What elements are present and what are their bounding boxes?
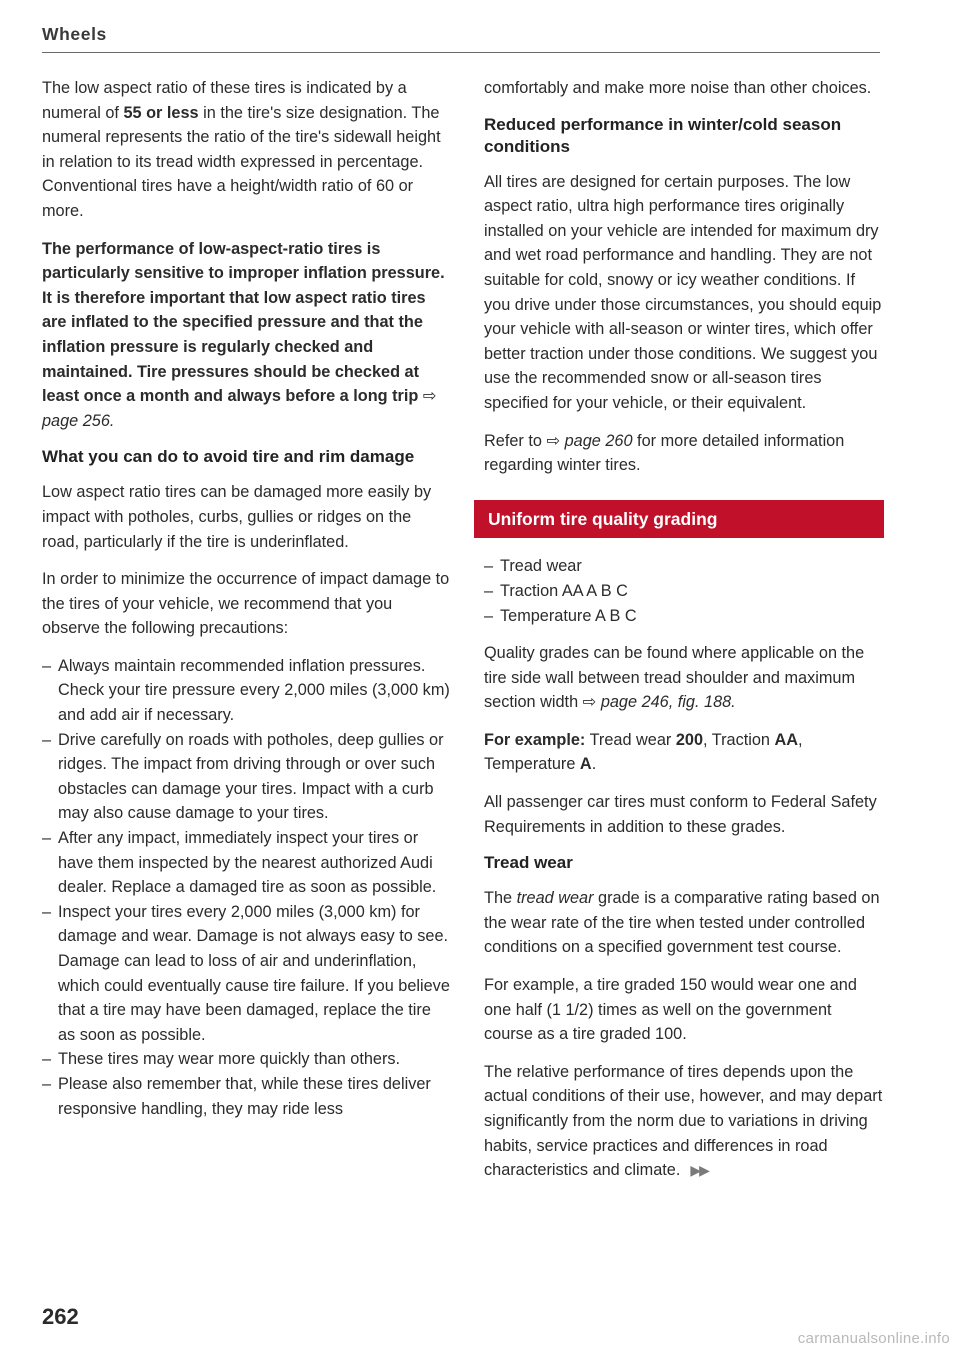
right-column <box>484 76 884 1196</box>
grades-text: Quality grades can be found where applicable on the tire side wall between tread shoulder and maximum section width <box>484 644 865 712</box>
refer-text-b: for more detailed information regarding winter tires. <box>484 431 845 475</box>
watermark: carmanualsonline.info <box>797 1330 950 1347</box>
continue-arrow-icon: ▶▶ <box>690 1162 708 1179</box>
header-rule <box>42 52 880 53</box>
list-item: – Please also remember that, while these tires deliver responsive handling, they may ride less <box>42 1072 452 1121</box>
damage-paragraph: Low aspect ratio tires can be damaged more easily by impact with potholes, curbs, gullies or ridges on the road, particularly if the tire is underinflated. <box>42 483 432 551</box>
list-item: – These tires may wear more quickly than others. <box>42 1047 452 1072</box>
relative-text: The relative performance of tires depends upon the actual conditions of their use, however, and may depart significantly from the norm due to variations in driving habits, service practices and differences in road characteristics and climate. <box>484 1062 883 1180</box>
precautions-list <box>42 654 452 1121</box>
page-number: 262 <box>42 1304 79 1329</box>
list-item: – After any impact, immediately inspect your tires or have them inspected by the nearest authorized Audi dealer. Replace a damaged tire as soon as possible. <box>42 826 452 900</box>
example-label: For example: <box>484 730 586 749</box>
winter-paragraph: All tires are designed for certain purposes. The low aspect ratio, ultra high performance tires originally installed on your vehicle are intended for maximum dry and wet road performance and handling. They are not suitable for cold, snowy or icy weather conditions. If you drive under those circumstances, you should equip your vehicle with all-season or winter tires, which offer better traction under those conditions. We suggest you use the recommended snow or all-season tires specified for your vehicle, or their equivalent. <box>484 172 882 412</box>
page-ref-260[interactable]: ⇨ page 260 <box>546 431 633 450</box>
example-text: Tread wear <box>585 730 676 749</box>
list-item: – Inspect your tires every 2,000 miles (3,000 km) for damage and wear. Damage is not always easy to see. Damage can lead to loss of air and underinflation, which could eventually cause tire failure. If you believe that a tire may have been damaged, replace the tire as soon as possible. <box>42 900 452 1048</box>
warning-text: The performance of low-aspect-ratio tires is particularly sensitive to improper inflation pressure. It is therefore important that low aspect ratio tires are inflated to the specified pressure and that the inflation pressure is regularly checked and maintained. Tire pressures should be checked at least once a month and always before a long trip <box>42 239 445 406</box>
intro-text-c: in the tire's size designation. The numeral represents the ratio of the tire's sidewall height in relation to its tread width expressed in percentage. Conventional tires have a height/width ratio of 60 or more. <box>42 103 441 220</box>
tread-text-b: grade is a comparative rating based on the wear rate of the tire when tested under controlled conditions on a specified government test course. <box>484 889 880 957</box>
tread-wear-paragraph <box>484 886 884 960</box>
intro-paragraph <box>42 76 452 224</box>
heading-avoid-damage: What you can do to avoid tire and rim damage <box>42 447 415 467</box>
example-value: A <box>579 755 592 774</box>
federal-paragraph: All passenger car tires must conform to Federal Safety Requirements in addition to these grades. <box>484 793 877 836</box>
section-banner: Uniform tire quality grading <box>474 500 884 539</box>
heading-winter: Reduced performance in winter/cold season conditions <box>484 114 842 156</box>
example-text: , Traction <box>703 730 775 749</box>
tread-text-a: The <box>484 889 517 908</box>
continued-paragraph: comfortably and make more noise than other choices. <box>484 79 872 97</box>
warning-paragraph <box>42 237 452 434</box>
intro-text-a: The low aspect ratio of these tires is indicated by a numeral of <box>42 79 407 122</box>
example-text: . <box>591 755 597 774</box>
list-item: – Traction AA A B C <box>484 579 884 604</box>
relative-performance-paragraph <box>484 1060 884 1183</box>
example-value: 200 <box>675 730 704 749</box>
list-item: – Always maintain recommended inflation pressures. Check your tire pressure every 2,000 miles (3,000 km) and add air if necessary. <box>42 654 452 728</box>
list-item: – Drive carefully on roads with potholes, deep gullies or ridges. The impact from driving through or over such obstacles can damage your tires. Impact with a curb may also cause damage to your tires. <box>42 728 452 826</box>
page-ref-256[interactable]: ⇨ page 256. <box>42 387 437 430</box>
list-item: – Tread wear <box>484 554 884 579</box>
grade-example-paragraph: For example, a tire graded 150 would wear one and one half (1 1/2) times as well on the government course as a tire graded 100. <box>484 976 857 1044</box>
intro-emphasis: 55 or less <box>123 103 199 122</box>
example-paragraph <box>484 728 884 777</box>
grades-location-paragraph <box>484 641 884 715</box>
example-text: , Temperature <box>484 730 803 774</box>
heading-tread-wear: Tread wear <box>484 853 573 873</box>
grades-list <box>484 554 884 628</box>
tread-wear-term: tread wear <box>516 889 594 908</box>
left-column <box>42 76 452 1121</box>
precautions-intro: In order to minimize the occurrence of impact damage to the tires of your vehicle, we recommend that you observe the following precautions: <box>42 570 450 638</box>
refer-text-a: Refer to <box>484 431 547 450</box>
list-item: – Temperature A B C <box>484 604 884 629</box>
refer-paragraph <box>484 429 884 478</box>
page-ref-246[interactable]: ⇨ page 246, fig. 188. <box>582 693 736 712</box>
example-value: AA <box>774 730 799 749</box>
running-header: Wheels <box>42 24 107 44</box>
